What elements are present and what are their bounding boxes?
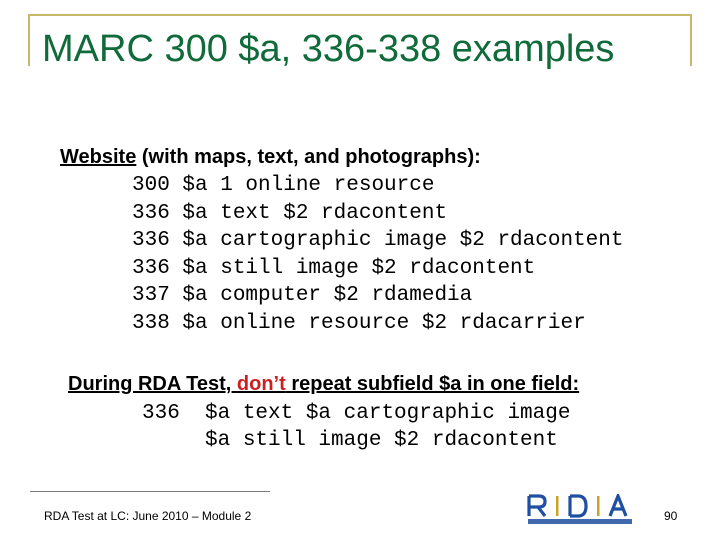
rule-example-block [142, 400, 570, 454]
rule-emphasis: don’t [236, 373, 286, 395]
marc-line: 336 $a cartographic image $2 rdacontent [132, 229, 624, 253]
marc-line: 336 $a text $2 rdacontent [132, 201, 448, 225]
slide-title: MARC 300 $a, 336-338 examples [42, 28, 615, 70]
example-line: $a still image $2 rdacontent [142, 429, 558, 452]
rule-suffix: repeat subfield $a in one field: [285, 373, 580, 395]
marc-line: 337 $a computer $2 rdamedia [132, 284, 473, 308]
example-line: 336 $a text $a cartographic image [142, 402, 571, 425]
marc-line: 336 $a still image $2 rdacontent [132, 256, 536, 280]
page-number: 90 [664, 509, 678, 523]
title-frame-top [28, 14, 692, 16]
marc-line: 338 $a online resource $2 rdacarrier [132, 311, 586, 335]
rda-logo [526, 494, 636, 526]
footer-divider [30, 491, 270, 492]
marc-code-block [132, 172, 623, 338]
footer-text: RDA Test at LC: June 2010 – Module 2 [44, 509, 252, 523]
rule-prefix: During RDA Test, [68, 373, 237, 395]
title-frame-right [690, 14, 692, 66]
subheading-underlined: Website [60, 146, 137, 168]
rda-test-rule [68, 373, 579, 396]
subheading-rest: (with maps, text, and photographs): [136, 146, 481, 168]
marc-line: 300 $a 1 online resource [132, 174, 435, 197]
title-frame-left [28, 14, 30, 66]
website-subheading [60, 146, 481, 169]
